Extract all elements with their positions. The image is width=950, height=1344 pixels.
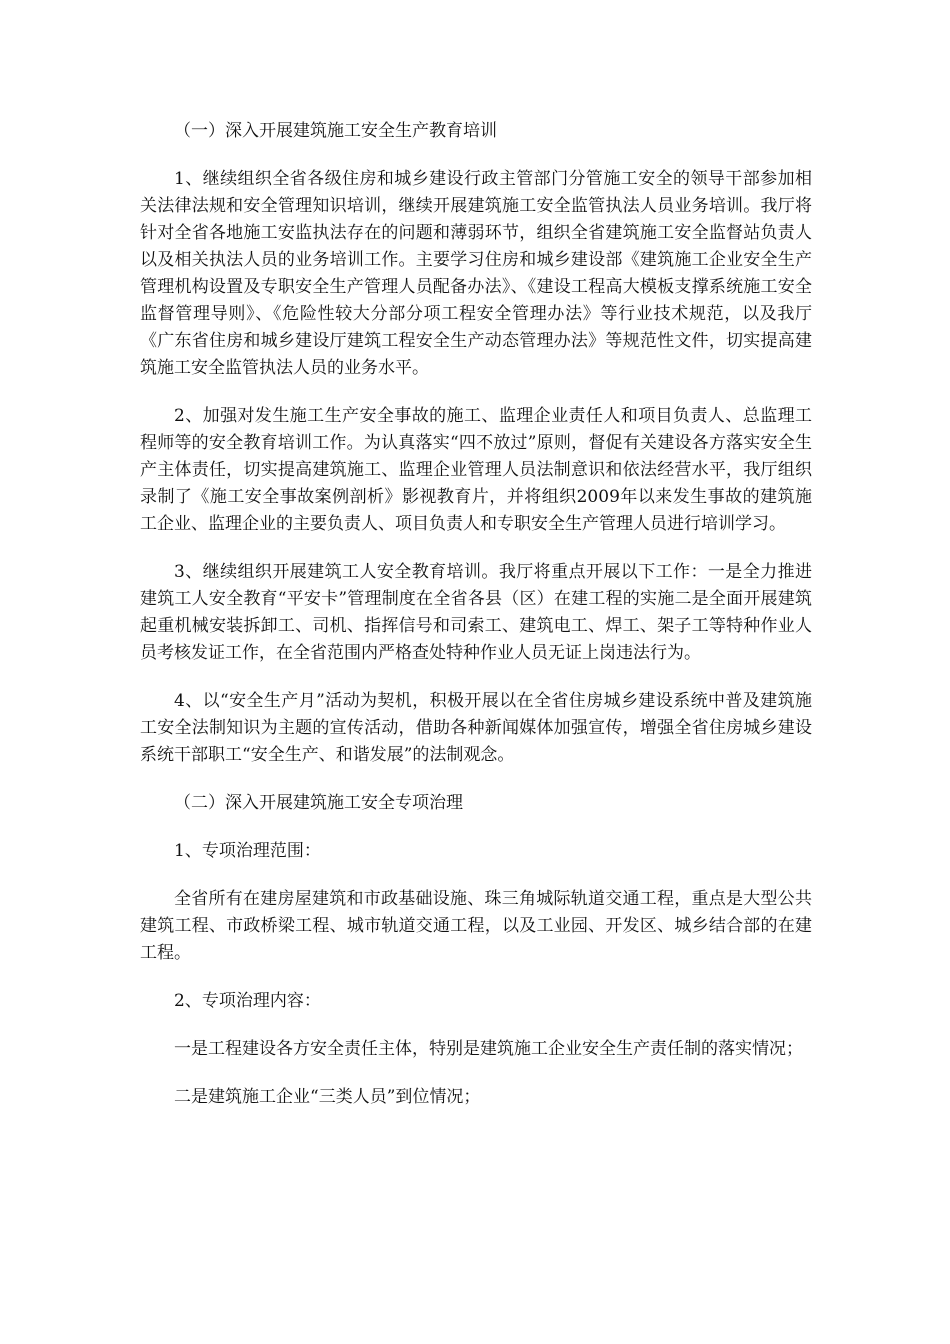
section-2-item-1: 1、专项治理范围： bbox=[174, 841, 321, 861]
section-1-paragraph-3: 3、继续组织开展建筑工人安全教育培训。我厅将重点开展以下工作：一是全力推进建筑工人安全教育“平安卡”管理制度在全省各县（区）在建工程的实施二是全面开展建筑起重机械安装拆卸工、司机、指挥信号和司索工、建筑电工、焊工、架子工等特种作业人员考核发证工作，在全省范围内严格查处特种作业人员无证上岗违法行为。 bbox=[140, 562, 812, 663]
section-2-content-2: 二是建筑施工企业“三类人员”到位情况； bbox=[174, 1087, 481, 1107]
section-1-paragraph-1: 1、继续组织全省各级住房和城乡建设行政主管部门分管施工安全的领导干部参加相关法律法规和安全管理知识培训，继续开展建筑施工安全监管执法人员业务培训。我厅将针对全省各地施工安监执法存在的问题和薄弱环节，组织全省建筑施工安全监督站负责人以及相关执法人员的业务培训工作。主要学习住房和城乡建设部《建筑施工企业安全生产管理机构设置及专职安全生产管理人员配备办法》、《建设工程高大模板支撑系统施工安全监督管理导则》、《危险性较大分部分项工程安全管理办法》等行业技术规范，以及我厅《广东省住房和城乡建设厅建筑工程安全生产动态管理办法》等规范性文件，切实提高建筑施工安全监管执法人员的业务水平。 bbox=[140, 169, 812, 378]
section-2-item-2: 2、专项治理内容： bbox=[174, 991, 321, 1011]
section-2-scope-paragraph: 全省所有在建房屋建筑和市政基础设施、珠三角城际轨道交通工程，重点是大型公共建筑工程、市政桥梁工程、城市轨道交通工程，以及工业园、开发区、城乡结合部的在建工程。 bbox=[140, 889, 812, 963]
section-2-title: （二）深入开展建筑施工安全专项治理 bbox=[174, 793, 463, 813]
section-1-paragraph-2: 2、加强对发生施工生产安全事故的施工、监理企业责任人和项目负责人、总监理工程师等的安全教育培训工作。为认真落实“四不放过”原则，督促有关建设各方落实安全生产主体责任，切实提高建筑施工、监理企业管理人员法制意识和依法经营水平，我厅组织录制了《施工安全事故案例剖析》影视教育片，并将组织2009年以来发生事故的建筑施工企业、监理企业的主要负责人、项目负责人和专职安全生产管理人员进行培训学习。 bbox=[140, 406, 812, 534]
section-1-title: （一）深入开展建筑施工安全生产教育培训 bbox=[174, 121, 497, 141]
section-1-paragraph-4: 4、以“安全生产月”活动为契机，积极开展以在全省住房城乡建设系统中普及建筑施工安全法制知识为主题的宣传活动，借助各种新闻媒体加强宣传，增强全省住房城乡建设系统干部职工“安全生产、和谐发展”的法制观念。 bbox=[140, 691, 812, 765]
section-2-content-1: 一是工程建设各方安全责任主体，特别是建筑施工企业安全生产责任制的落实情况； bbox=[174, 1039, 803, 1059]
document-body bbox=[140, 118, 812, 1132]
